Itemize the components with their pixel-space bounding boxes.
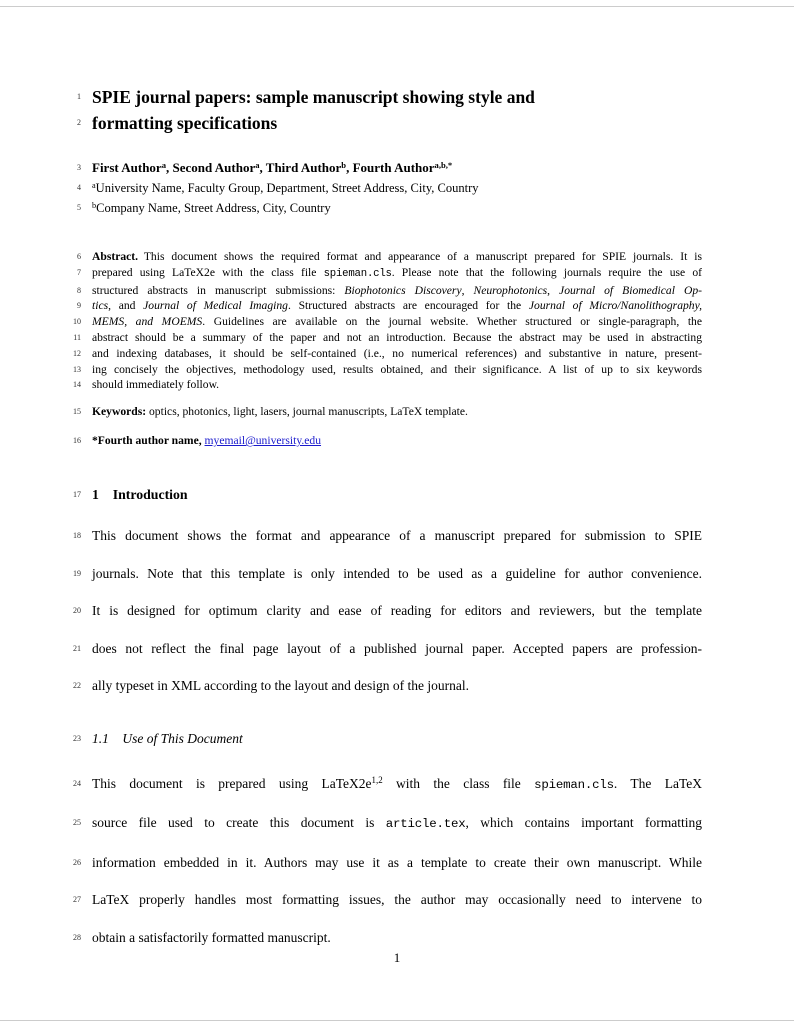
line-14 [73, 377, 702, 393]
line-text [92, 555, 702, 593]
line-number: 10 [73, 317, 81, 327]
page-edge-bottom [0, 1020, 794, 1021]
line-text [92, 433, 702, 449]
line-number: 4 [77, 183, 81, 192]
line-text [92, 729, 702, 749]
line-text [92, 630, 702, 668]
text-segment: First Author [92, 160, 162, 175]
text-segment: ally typeset in XML according to the layout and design of the journal. [92, 678, 470, 694]
line-number: 2 [77, 118, 81, 127]
line-number: 21 [73, 643, 81, 653]
text-segment: 1.1 Use of This Document [92, 730, 243, 746]
line-text [92, 179, 702, 199]
text-segment: , Fourth Author [346, 160, 435, 175]
line-text [92, 298, 702, 314]
line-7 [77, 265, 702, 283]
text-segment: Keywords: [92, 405, 147, 419]
line-3 [77, 158, 702, 179]
line-18 [73, 517, 702, 555]
line-17 [73, 485, 702, 505]
line-text [92, 362, 702, 378]
line-number: 24 [73, 778, 81, 788]
line-12 [73, 346, 702, 362]
line-number: 26 [73, 857, 81, 867]
text-segment: , and [108, 299, 144, 313]
text-segment: This document shows the required format and appearance of a manuscript prepared for SPIE journals. It is [138, 250, 702, 263]
line-number: 1 [77, 92, 81, 101]
text-segment: a,b,* [434, 159, 453, 170]
text-segment: , which contains important formatting [465, 815, 702, 831]
line-number: 16 [73, 436, 81, 446]
text-segment: journals. Note that this template is only intended to be used as a guideline for author convenience. [92, 565, 702, 581]
text-segment: a [92, 180, 96, 190]
text-segment: with the class file [382, 775, 535, 791]
line-number: 20 [73, 606, 81, 616]
text-segment: a [161, 159, 166, 170]
line-text [92, 283, 702, 299]
line-15 [73, 404, 702, 420]
text-segment: MEMS, and MOEMS [92, 315, 203, 329]
line-number: 8 [77, 285, 81, 295]
text-segment: , Third Author [259, 160, 342, 175]
line-8 [77, 283, 702, 299]
line-number: 15 [73, 407, 81, 417]
line-number: 5 [77, 203, 81, 212]
line-21 [73, 630, 702, 668]
text-segment: LaTeX properly handles most formatting issues, the author may occasionally need to intervene to [92, 892, 702, 908]
text-segment: b [341, 159, 347, 170]
text-segment: a [255, 159, 260, 170]
line-number: 14 [73, 380, 81, 390]
line-23 [73, 729, 702, 749]
page-number: 1 [393, 950, 401, 965]
line-text [92, 517, 702, 555]
text-segment: abstract should be a summary of the paper and not an introduction. Because the abstract may be used in abstracting [92, 330, 702, 344]
line-text [92, 485, 702, 505]
text-segment: Journal of Micro/Nanolithography, [528, 299, 702, 313]
line-19 [73, 555, 702, 593]
line-text [92, 667, 702, 705]
line-text [92, 330, 702, 346]
line-number: 3 [77, 163, 81, 172]
text-segment: structured abstracts in manuscript submissions: [92, 283, 345, 297]
line-number: 25 [73, 818, 81, 828]
text-segment: . Structured abstracts are encouraged for the [287, 299, 529, 313]
text-segment: source file used to create this document is [92, 815, 386, 831]
text-segment: 1 Introduction [92, 487, 188, 503]
line-text [92, 249, 702, 265]
text-segment: SPIE journal papers: sample manuscript showing style and [92, 87, 535, 107]
text-segment: . The LaTeX [613, 775, 702, 791]
text-segment: should immediately follow. [92, 378, 220, 392]
line-number: 13 [73, 364, 81, 374]
text-segment: spieman.cls [534, 777, 614, 792]
text-segment: University Name, Faculty Group, Department, Street Address, City, Country [95, 181, 479, 195]
line-number: 18 [73, 531, 81, 541]
text-segment: *Fourth author name, [92, 434, 205, 448]
email-link[interactable]: myemail@university.edu [204, 434, 322, 448]
text-segment: information embedded in it. Authors may use it as a template to create their own manuscript. While [92, 854, 702, 870]
text-segment: , [547, 283, 560, 297]
line-11 [73, 330, 702, 346]
line-5 [77, 199, 702, 219]
line-text [92, 158, 702, 179]
text-segment: prepared using LaTeX2e with the class file [92, 265, 324, 279]
line-27 [73, 881, 702, 919]
line-24 [73, 765, 702, 805]
line-number: 7 [77, 267, 81, 277]
text-segment: This document shows the format and appearance of a manuscript prepared for submission to SPIE [92, 528, 702, 544]
line-text [92, 804, 702, 844]
text-segment: It is designed for optimum clarity and ease of reading for editors and reviewers, but the template [92, 603, 702, 619]
page-edge-top [0, 6, 794, 7]
line-22 [73, 667, 702, 705]
line-4 [77, 179, 702, 199]
text-segment: and indexing databases, it should be self-contained (i.e., no numerical references) and substantive in nature, present- [92, 346, 702, 360]
text-segment: optics, photonics, light, lasers, journal manuscripts, LaTeX template. [146, 405, 468, 419]
text-segment: . Please note that the following journals require the use of [391, 265, 702, 279]
line-number: 19 [73, 568, 81, 578]
line-text [92, 346, 702, 362]
line-text [92, 110, 702, 136]
text-segment: This document is prepared using LaTeX2e [92, 775, 372, 791]
line-number: 11 [73, 332, 81, 342]
line-text [92, 314, 702, 330]
text-segment: Company Name, Street Address, City, Country [96, 201, 331, 215]
text-segment: ing concisely the objectives, methodology used, results obtained, and their significance. A list of up to six keywords [92, 362, 702, 376]
line-10 [73, 314, 702, 330]
text-segment: , [461, 283, 474, 297]
line-number: 28 [73, 932, 81, 942]
text-segment: b [92, 200, 97, 210]
text-segment: formatting specifications [92, 113, 278, 133]
line-text [92, 765, 702, 805]
line-25 [73, 804, 702, 844]
line-1 [77, 84, 702, 110]
line-number: 23 [73, 733, 81, 743]
line-20 [73, 592, 702, 630]
text-segment: 1,2 [371, 775, 383, 786]
text-segment: Biophotonics Discovery [344, 283, 462, 297]
text-segment: . Guidelines are available on the journal website. Whether structured or single-paragraph, the [202, 315, 702, 329]
line-text [92, 377, 702, 393]
line-number: 17 [73, 490, 81, 500]
line-9 [77, 298, 702, 314]
line-2 [77, 110, 702, 136]
line-16 [73, 433, 702, 449]
line-number: 22 [73, 681, 81, 691]
text-segment: Neurophotonics [473, 283, 548, 297]
line-26 [73, 844, 702, 882]
document-lines [73, 84, 702, 956]
line-text [92, 881, 702, 919]
line-13 [73, 362, 702, 378]
line-number: 12 [73, 348, 81, 358]
line-number: 6 [77, 252, 81, 261]
text-segment: does not reflect the final page layout of a published journal paper. Accepted papers are profession- [92, 640, 702, 656]
line-text [92, 265, 702, 283]
text-segment: , Second Author [166, 160, 256, 175]
text-segment: Journal of Biomedical Op- [559, 283, 702, 297]
text-segment: Journal of Medical Imaging [143, 299, 288, 313]
text-segment: spieman.cls [323, 267, 392, 280]
line-6 [77, 249, 702, 265]
text-segment: Abstract. [92, 250, 139, 263]
line-number: 9 [77, 301, 81, 311]
text-segment: tics [92, 299, 109, 313]
line-number: 27 [73, 895, 81, 905]
text-segment: obtain a satisfactorily formatted manuscript. [92, 929, 331, 945]
line-text [92, 84, 702, 110]
line-text [92, 199, 702, 219]
text-segment: article.tex [385, 817, 466, 832]
line-text [92, 592, 702, 630]
line-text [92, 404, 702, 420]
line-text [92, 844, 702, 882]
